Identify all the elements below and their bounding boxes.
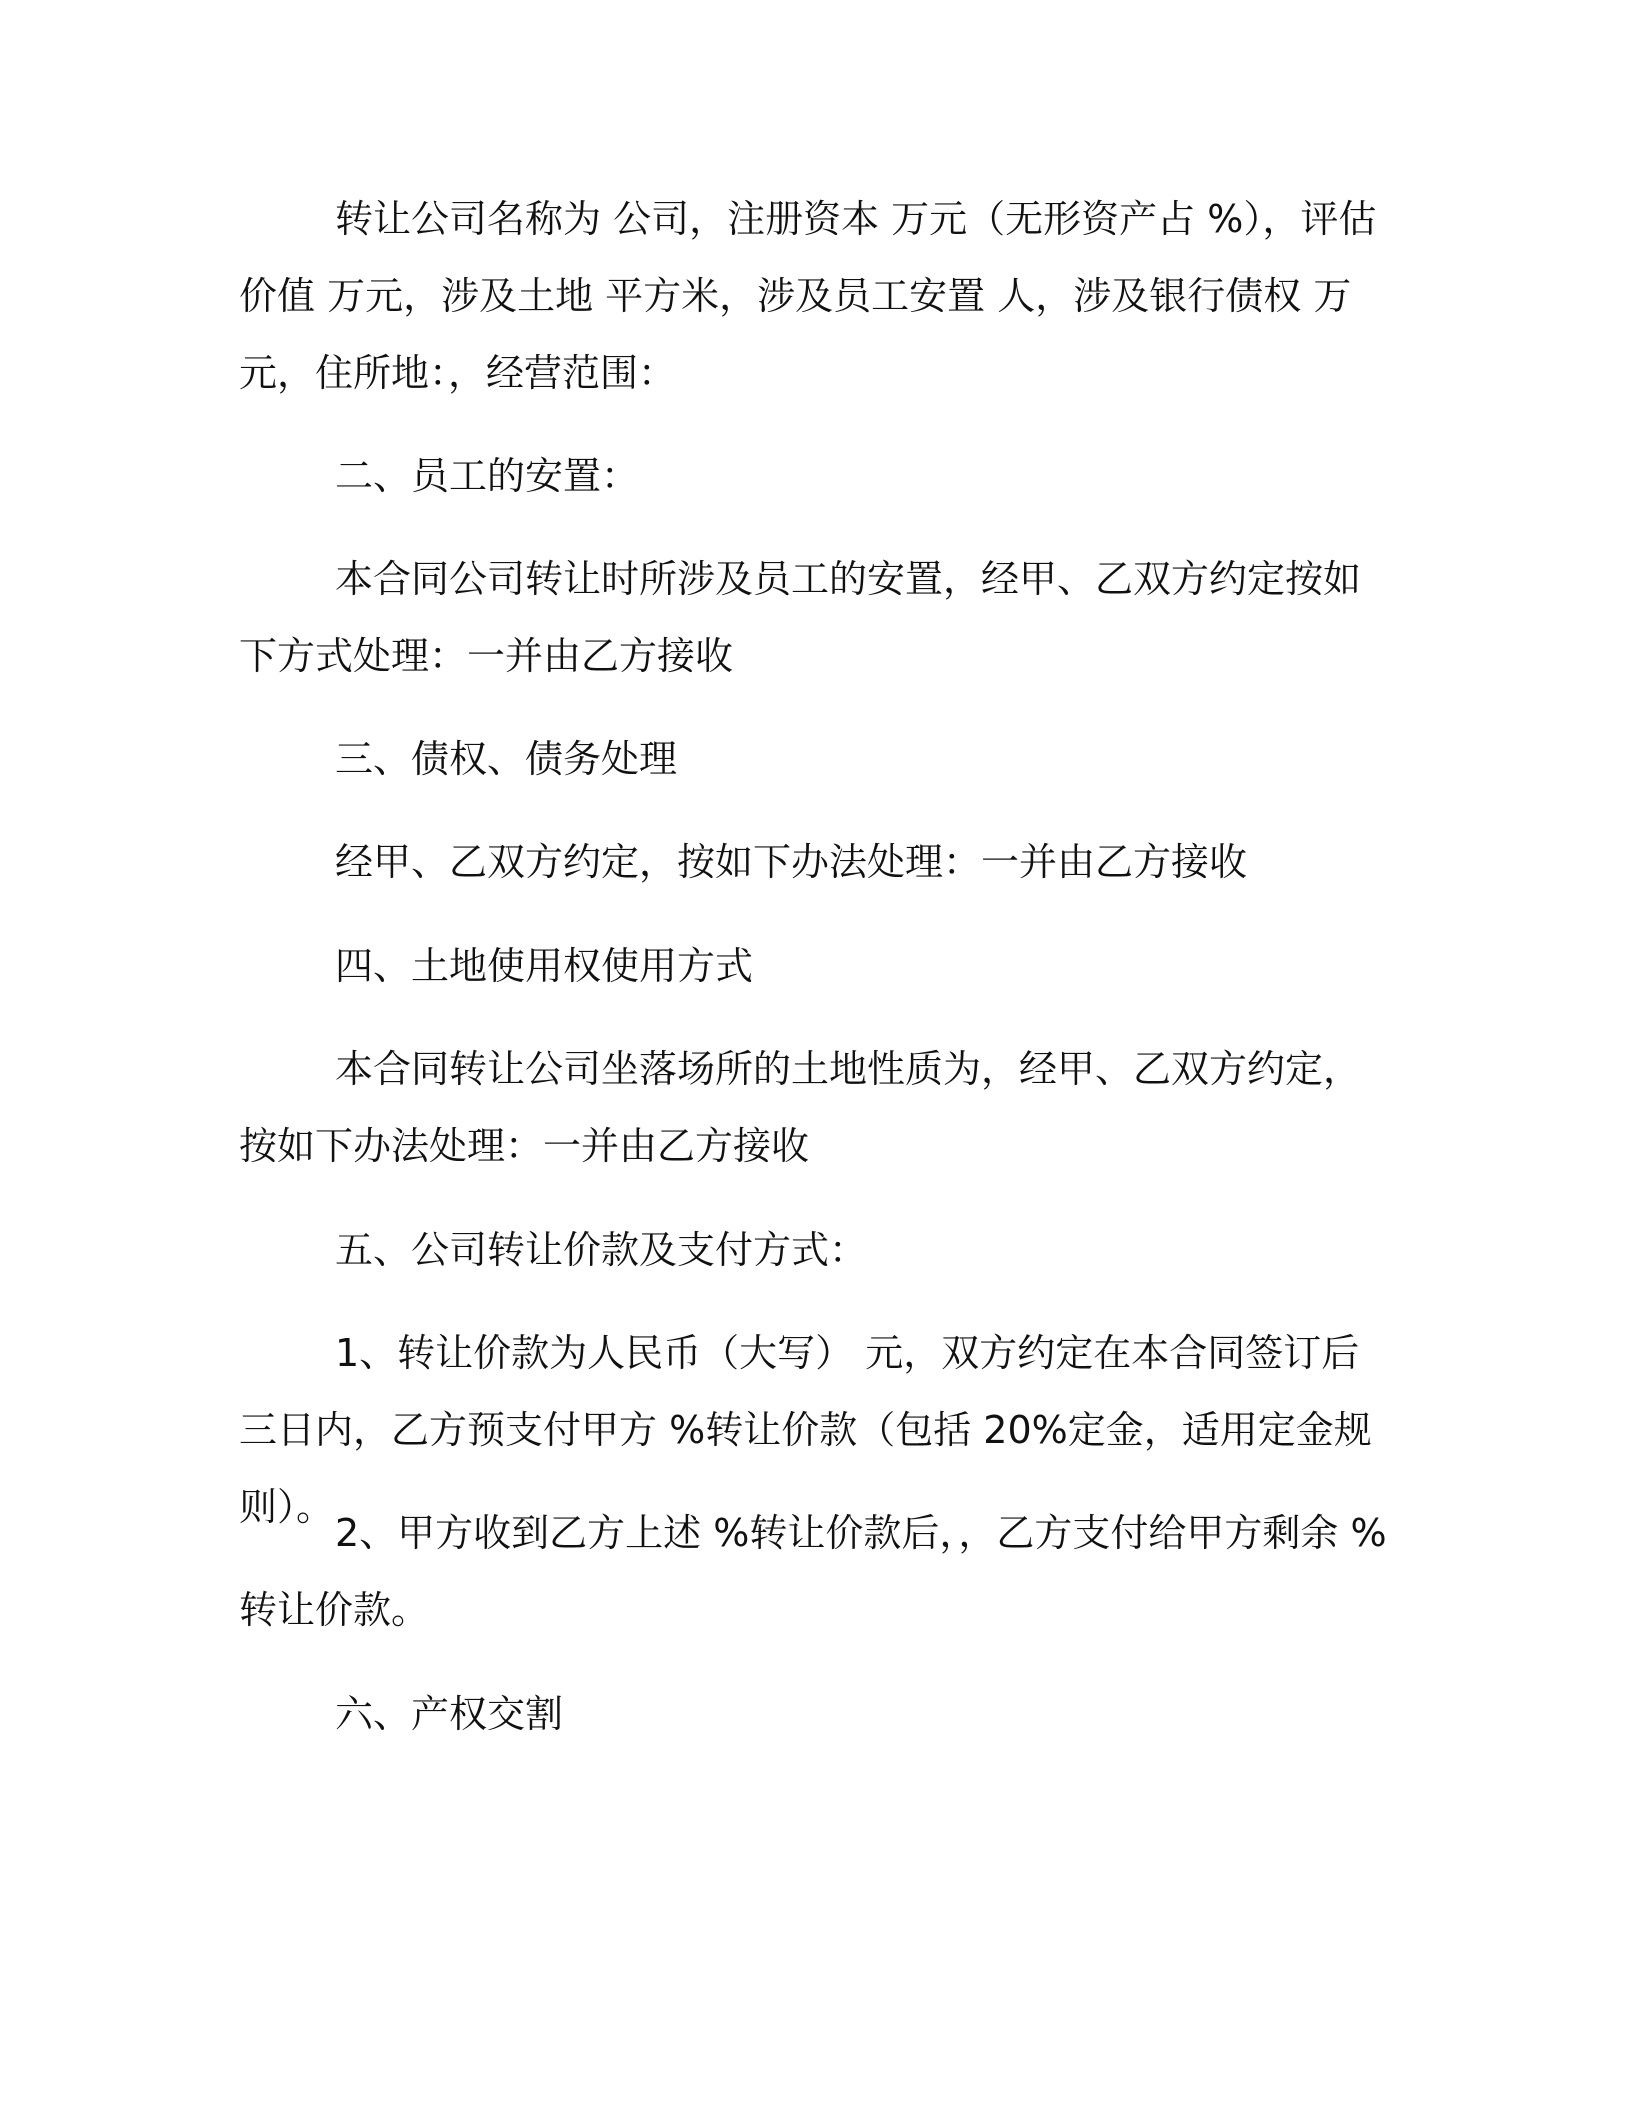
paragraph-price-item-2: 2、甲方收到乙方上述 %转让价款后，，乙方支付给甲方剩余 %转让价款。	[239, 1511, 1387, 1632]
paragraph-employee-placement: 本合同公司转让时所涉及员工的安置，经甲、乙双方约定按如下方式处理：一并由乙方接收	[239, 557, 1362, 678]
paragraph-price-item-1: 1、转让价款为人民币（大写） 元，双方约定在本合同签订后三日内，乙方预支付甲方 %转让价款（包括 20%定金，适用定金规则）。	[239, 1331, 1372, 1529]
paragraph-land-use: 本合同转让公司坐落场所的土地性质为，经甲、乙双方约定，按如下办法处理：一并由乙方接收	[239, 1047, 1362, 1168]
paragraph-debt-handling: 经甲、乙双方约定，按如下办法处理：一并由乙方接收	[335, 840, 1248, 884]
heading-debt-handling: 三、债权、债务处理	[335, 737, 678, 781]
heading-property-transfer: 六、产权交割	[335, 1692, 564, 1736]
heading-price-payment: 五、公司转让价款及支付方式：	[335, 1228, 868, 1272]
heading-land-use: 四、土地使用权使用方式	[335, 944, 754, 988]
paragraph-company-info: 转让公司名称为 公司，注册资本 万元（无形资产占 %），评估价值 万元，涉及土地 平方米，涉及员工安置 人，涉及银行债权 万元，住所地：，经营范围：	[239, 197, 1377, 395]
heading-employee-placement: 二、员工的安置：	[335, 454, 640, 498]
